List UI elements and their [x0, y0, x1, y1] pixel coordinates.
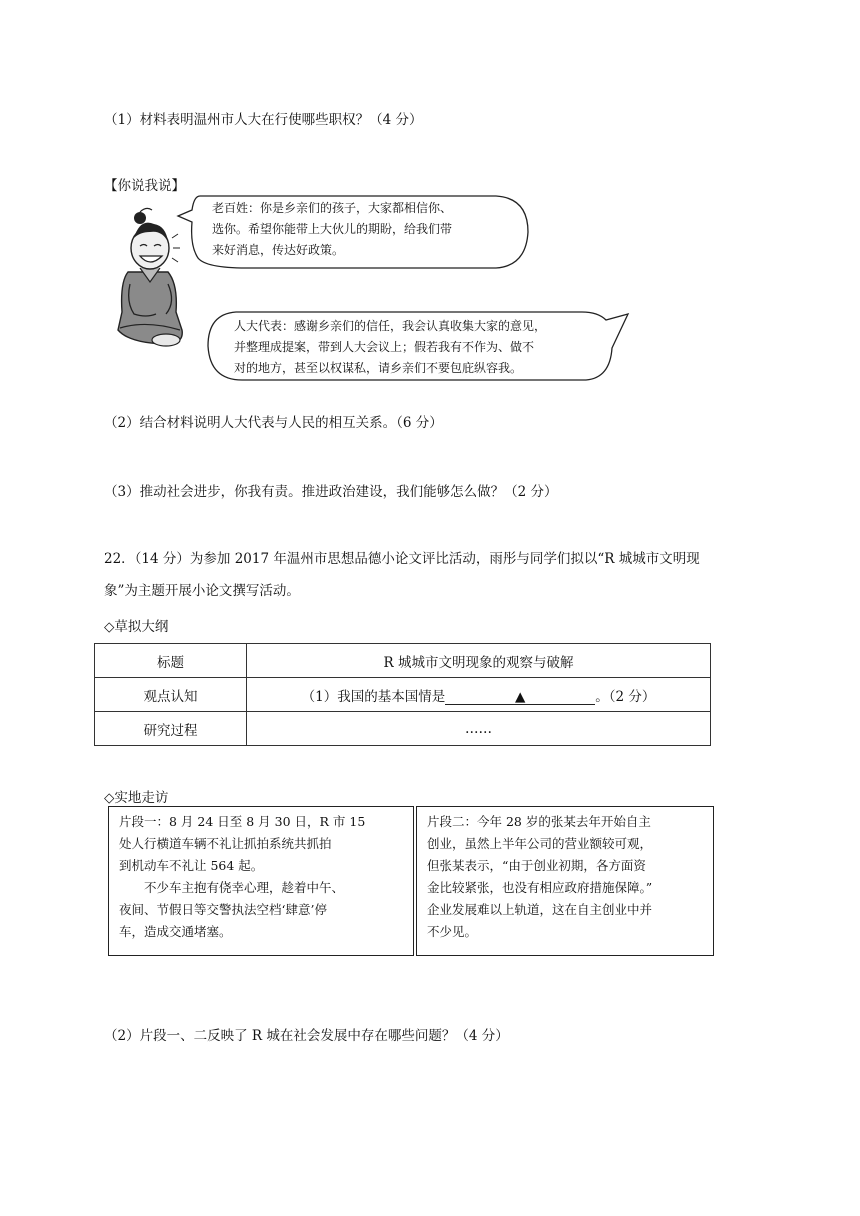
table-cell: R 城城市文明现象的观察与破解	[247, 644, 711, 678]
snippet-line: 片段一：8 月 24 日至 8 月 30 日，R 市 15	[119, 814, 366, 829]
table-row	[95, 644, 711, 678]
snippet-line: 处人行横道车辆不礼让抓拍系统共抓拍	[119, 836, 332, 851]
deputy-line: 人大代表：感谢乡亲们的信任，我会认真收集大家的意见，	[234, 319, 547, 333]
snippet-line: 车，造成交通堵塞。	[119, 924, 232, 939]
blank-prefix: （1）我国的基本国情是	[301, 688, 446, 705]
snippet-1-box	[108, 806, 414, 956]
question-22-line2: 象”为主题开展小论文撰写活动。	[104, 583, 300, 599]
villager-speech	[212, 198, 452, 261]
snippet-line: 片段二：今年 28 岁的张某去年开始自主	[427, 814, 651, 829]
deputy-line: 并整理成提案，带到人大会议上；假若我有不作为、做不	[234, 340, 535, 354]
villager-line: 选你。希望你能带上大伙儿的期盼，给我们带	[212, 222, 453, 236]
deputy-speech	[234, 316, 546, 379]
table-cell	[247, 678, 711, 712]
table-cell: 研究过程	[95, 712, 247, 746]
snippet-line: 创业，虽然上半年公司的营业额较可观，	[427, 836, 653, 851]
outline-table	[94, 643, 711, 746]
question-3: （3）推动社会进步，你我有责。推进政治建设，我们能够怎么做？（2 分）	[104, 484, 558, 500]
table-cell: ……	[247, 712, 711, 746]
triangle-mark: ▲	[515, 688, 526, 705]
snippet-line: 不少见。	[427, 924, 478, 939]
question-22-2: （2）片段一、二反映了 R 城在社会发展中存在哪些问题？（4 分）	[104, 1028, 509, 1044]
table-cell: 观点认知	[95, 678, 247, 712]
snippet-line: 企业发展难以上轨道，这在自主创业中并	[427, 902, 653, 917]
field-visit-label: ◇实地走访	[104, 790, 169, 806]
table-row	[95, 678, 711, 712]
question-2: （2）结合材料说明人大代表与人民的相互关系。（6 分）	[104, 415, 443, 431]
question-1: （1）材料表明温州市人大在行使哪些职权？（4 分）	[104, 112, 423, 128]
deputy-line: 对的地方，甚至以权谋私，请乡亲们不要包庇纵容我。	[234, 361, 523, 375]
snippet-line: 到机动车不礼让 564 起。	[119, 858, 264, 873]
snippet-line: 不少车主抱有侥幸心理，趁着中午、	[119, 880, 345, 895]
blank-suffix: 。（2 分）	[595, 688, 656, 705]
snippet-2-box	[416, 806, 714, 956]
fill-in-blank[interactable]	[445, 690, 595, 705]
table-row	[95, 712, 711, 746]
villager-line: 来好消息，传达好政策。	[212, 243, 345, 257]
snippet-line: 但张某表示，“由于创业初期，各方面资	[427, 858, 646, 873]
villager-line: 老百姓：你是乡亲们的孩子，大家都相信你、	[212, 201, 453, 215]
snippet-line: 金比较紧张，也没有相应政府措施保障。”	[427, 880, 653, 895]
dialogue-heading: 【你说我说】	[104, 178, 185, 194]
outline-label: ◇草拟大纲	[104, 619, 169, 635]
question-22-line1: 22．（14 分）为参加 2017 年温州市思想品德小论文评比活动，雨彤与同学们拟以“R 城城市文明现	[104, 551, 700, 567]
table-cell: 标题	[95, 644, 247, 678]
snippet-line: 夜间、节假日等交警执法空档‘肆意’停	[119, 902, 327, 917]
